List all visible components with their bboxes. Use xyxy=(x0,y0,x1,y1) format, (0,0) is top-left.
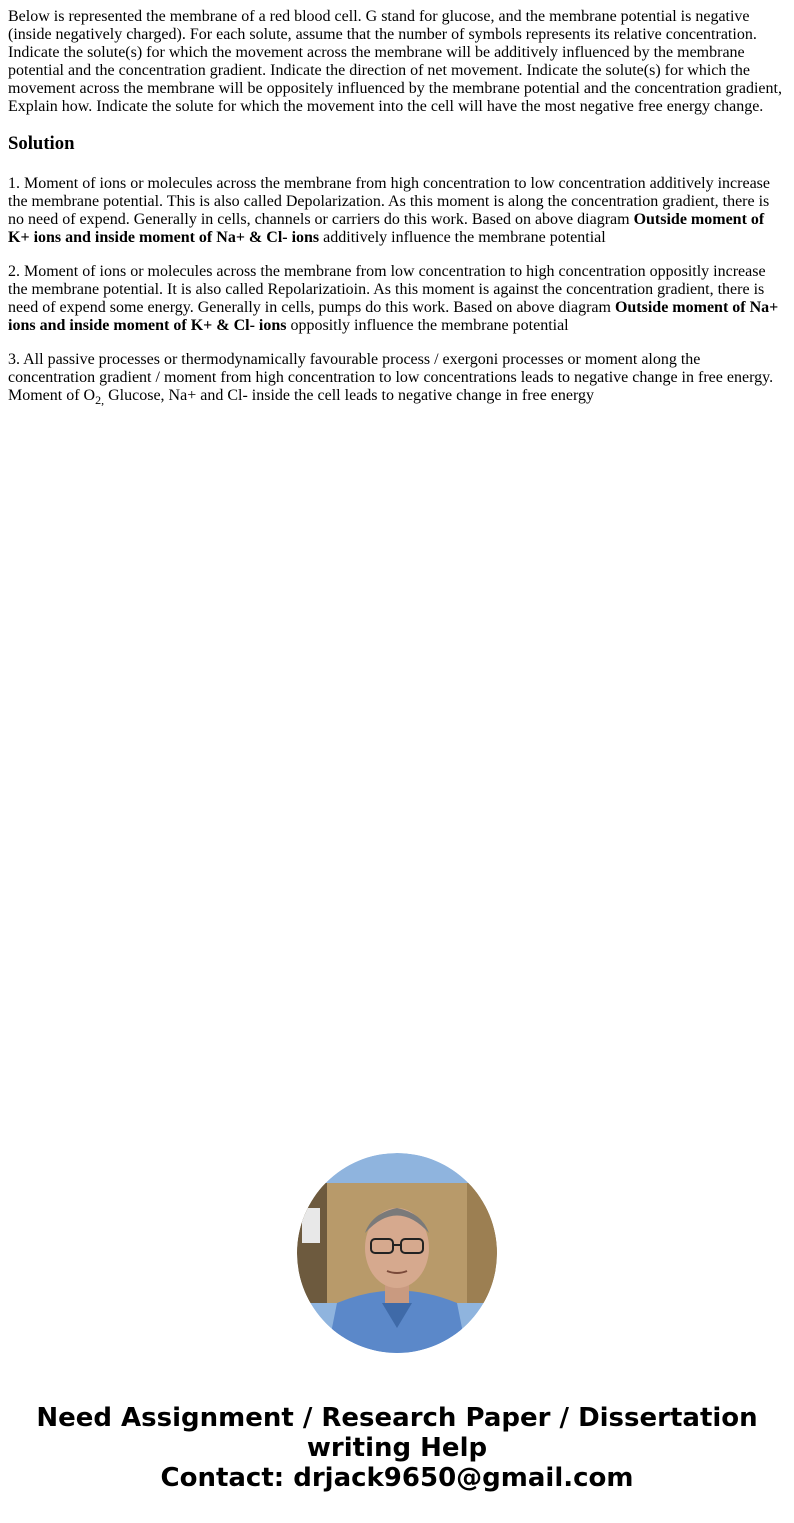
point-3-tail: Glucose, Na+ and Cl- inside the cell leads to negative change in free energy xyxy=(104,387,594,404)
point-3-subscript: 2, xyxy=(95,393,105,407)
point-2-text: 2. Moment of ions or molecules across the membrane from low concentration to high concentration oppositly increase the membrane potential. It is also called Repolarizatioin. As this moment is against the concentration gradient, there is need of expend some energy. Generally in cells, pumps do this work. Based on above diagram xyxy=(8,263,766,316)
solution-point-2 xyxy=(8,263,786,335)
promo-contact: Contact: drjack9650@gmail.com xyxy=(160,1463,634,1493)
solution-heading: Solution xyxy=(8,133,75,154)
point-3-text: 3. All passive processes or thermodynamically favourable process / exergoni processes or moment along the concentration gradient / moment from high concentration to low concentrations leads to negative change in free energy. Moment of O xyxy=(8,351,774,404)
promo-banner xyxy=(0,1403,794,1493)
point-1-bold: Outside moment of K+ ions and inside moment of Na+ & Cl- ions xyxy=(8,211,765,246)
solution-point-1 xyxy=(8,175,786,247)
author-avatar xyxy=(297,1153,497,1353)
question-text: Below is represented the membrane of a red blood cell. G stand for glucose, and the membrane potential is negative (inside negatively charged). For each solute, assume that the number of symbols represents its relative concentration. Indicate the solute(s) for which the movement across the membrane will be additively influenced by the membrane potential and the concentration gradient. Indicate the direction of net movement. Indicate the solute(s) for which the movement across the membrane will be oppositely influenced by the membrane potential and the concentration gradient, Explain how. Indicate the solute for which the movement into the cell will have the most negative free energy change. xyxy=(8,8,782,115)
author-photo xyxy=(297,1153,497,1353)
point-2-bold: Outside moment of Na+ ions and inside moment of K+ & Cl- ions xyxy=(8,299,779,334)
solution-point-3 xyxy=(8,351,786,405)
point-1-text: 1. Moment of ions or molecules across the membrane from high concentration to low concentration additively increase the membrane potential. This is also called Depolarization. As this moment is along the concentration gradient, there is no need of expend. Generally in cells, channels or carriers do this work. Based on above diagram xyxy=(8,175,770,228)
point-1-tail: additively influence the membrane potential xyxy=(319,229,606,246)
promo-line-1: Need Assignment / Research Paper / Dissertation writing Help xyxy=(36,1403,758,1463)
point-2-tail: oppositly influence the membrane potential xyxy=(286,317,569,334)
